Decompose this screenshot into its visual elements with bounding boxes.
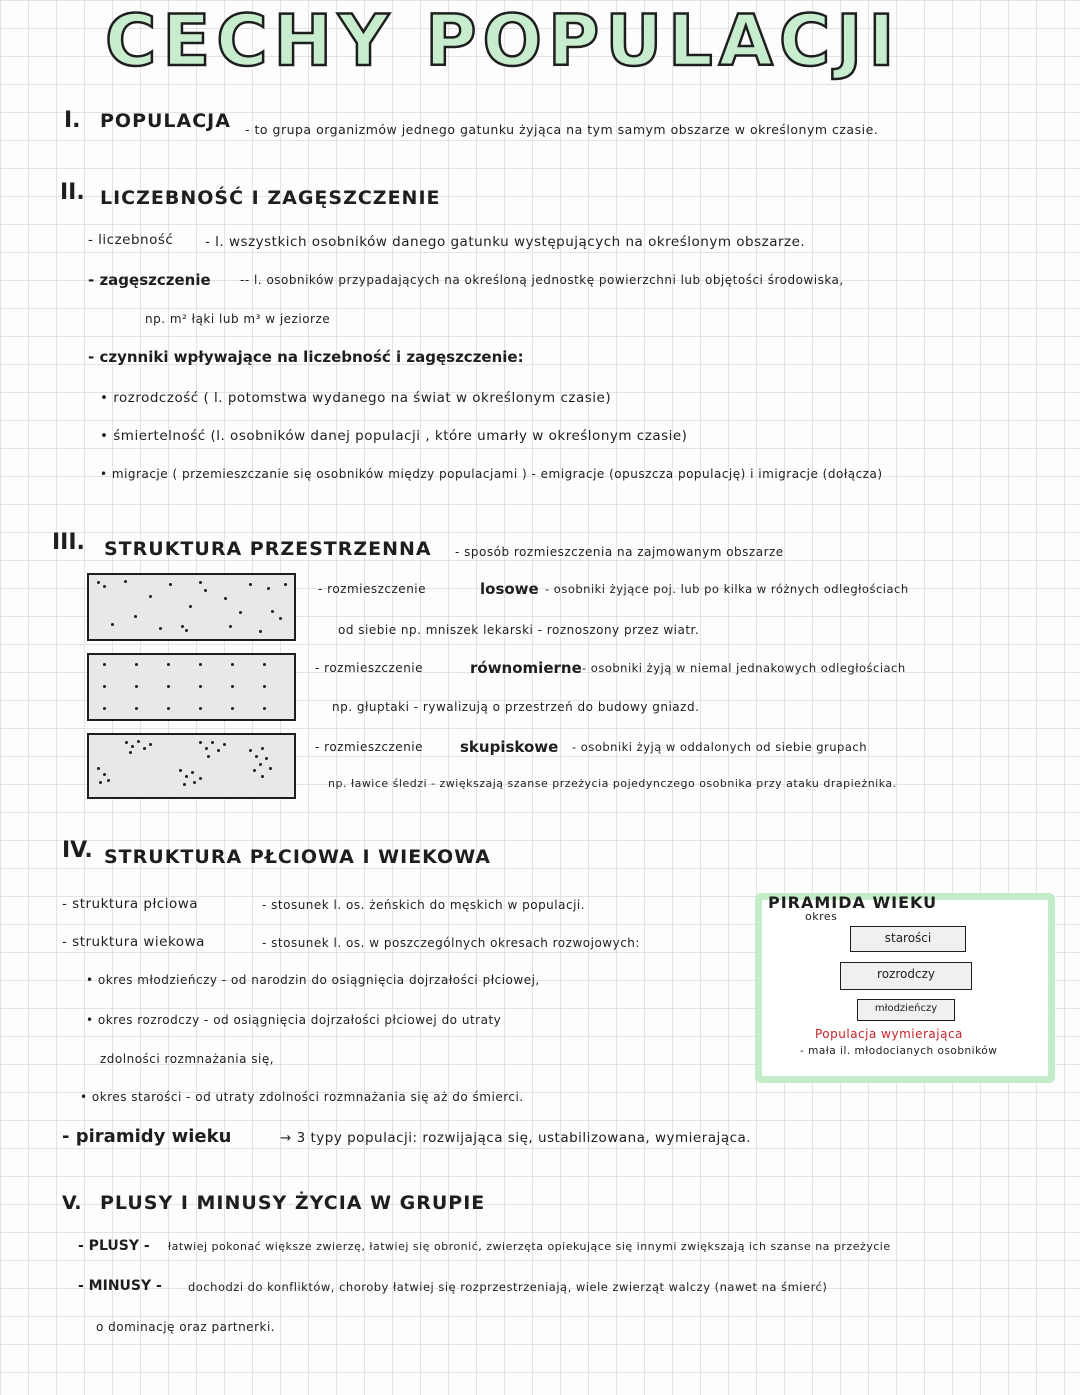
section-1-number: I.: [64, 108, 81, 133]
zageszczenie-definition: -- l. osobników przypadających na określoną jednostkę powierzchni lub objętości środowiska,: [240, 273, 844, 287]
struktura-plciowa-definition: - stosunek l. os. żeńskich do męskich w populacji.: [262, 898, 586, 912]
losowe-label: - rozmieszczenie: [318, 582, 427, 596]
skupiskowe-term: skupiskowe: [460, 738, 559, 756]
age-pyramid-axis-label: okres: [805, 910, 838, 923]
pyramid-caption: Populacja wymierająca: [815, 1027, 963, 1041]
minusy-text: dochodzi do konfliktów, choroby łatwiej się rozprzestrzeniają, wiele zwierząt walczy (nawet na śmierć): [188, 1280, 828, 1294]
pyramid-level-mlodzienczy: młodzieńczy: [857, 999, 955, 1021]
factors-heading: - czynniki wpływające na liczebność i zagęszczenie:: [88, 348, 524, 366]
okres-mlodzienczy: • okres młodzieńczy - od narodzin do osiągnięcia dojrzałości płciowej,: [86, 973, 540, 987]
rownomierne-term: równomierne: [470, 659, 582, 677]
pyramid-level-rozrodczy: rozrodczy: [840, 962, 972, 990]
skupiskowe-label: - rozmieszczenie: [315, 740, 424, 754]
section-1-definition: - to grupa organizmów jednego gatunku żyjąca na tym samym obszarze w określonym czasie.: [245, 122, 879, 137]
losowe-term: losowe: [480, 580, 539, 598]
factor-smiertelnosc: • śmiertelność (l. osobników danej populacji , które umarły w określonym czasie): [100, 428, 688, 444]
liczebnosc-term: - liczebność: [88, 232, 174, 248]
pyramid-note: - mała il. młodocianych osobników: [800, 1045, 998, 1057]
factor-migracje: • migracje ( przemieszczanie się osobników między populacjami ) - emigracje (opuszcza populację) i imigracje (dołącza): [100, 467, 883, 481]
rownomierne-example: np. głuptaki - rywalizują o przestrzeń do budowy gniazd.: [332, 700, 700, 714]
pyramid-level-starosci: starości: [850, 926, 966, 952]
piramidy-wieku-term: - piramidy wieku: [62, 1126, 232, 1147]
okres-starosci: • okres starości - od utraty zdolności rozmnażania się aż do śmierci.: [80, 1090, 524, 1104]
page-title: CECHY POPULACJI: [105, 0, 901, 82]
minusy-text-cont: o dominację oraz partnerki.: [96, 1320, 276, 1334]
losowe-definition: - osobniki żyjące poj. lub po kilka w różnych odległościach: [545, 582, 909, 596]
random-distribution-diagram: [87, 573, 296, 641]
uniform-distribution-diagram: [87, 653, 296, 721]
section-1-heading: POPULACJA: [100, 110, 231, 132]
section-2-number: II.: [60, 180, 85, 205]
minusy-term: - MINUSY -: [78, 1278, 162, 1294]
plusy-text: łatwiej pokonać większe zwierzę, łatwiej się obronić, zwierzęta opiekujące się innymi zwiększają ich szanse na przeżycie: [168, 1240, 891, 1253]
okres-rozrodczy-cont: zdolności rozmnażania się,: [100, 1052, 275, 1066]
liczebnosc-definition: - l. wszystkich osobników danego gatunku występujących na określonym obszarze.: [205, 234, 806, 250]
section-3-definition: - sposób rozmieszczenia na zajmowanym obszarze: [455, 545, 784, 559]
rownomierne-definition: - osobniki żyją w niemal jednakowych odległościach: [582, 661, 906, 675]
struktura-plciowa-term: - struktura płciowa: [62, 896, 199, 912]
age-pyramid-title: PIRAMIDA WIEKU: [768, 893, 938, 912]
section-2-heading: LICZEBNOŚĆ I ZAGĘSZCZENIE: [100, 187, 441, 209]
losowe-example: od siebie np. mniszek lekarski - roznoszony przez wiatr.: [338, 623, 700, 637]
zageszczenie-example: np. m² łąki lub m³ w jeziorze: [145, 312, 331, 326]
skupiskowe-definition: - osobniki żyją w oddalonych od siebie grupach: [572, 740, 867, 754]
rownomierne-label: - rozmieszczenie: [315, 661, 424, 675]
clumped-distribution-diagram: [87, 733, 296, 799]
okres-rozrodczy: • okres rozrodczy - od osiągnięcia dojrzałości płciowej do utraty: [86, 1013, 502, 1027]
section-5-number: V.: [62, 1192, 82, 1214]
skupiskowe-example: np. ławice śledzi - zwiększają szanse przeżycia pojedynczego osobnika przy ataku drapieżnika.: [328, 777, 897, 790]
section-5-heading: PLUSY I MINUSY ŻYCIA W GRUPIE: [100, 1192, 486, 1214]
zageszczenie-term: - zagęszczenie: [88, 271, 211, 289]
piramidy-wieku-definition: → 3 typy populacji: rozwijająca się, ustabilizowana, wymierająca.: [280, 1130, 752, 1146]
struktura-wiekowa-definition: - stosunek l. os. w poszczególnych okresach rozwojowych:: [262, 936, 640, 950]
plusy-term: - PLUSY -: [78, 1238, 150, 1254]
section-4-heading: STRUKTURA PŁCIOWA I WIEKOWA: [104, 846, 491, 868]
section-4-number: IV.: [62, 838, 93, 863]
factor-rozrodczosc: • rozrodczość ( l. potomstwa wydanego na świat w określonym czasie): [100, 390, 612, 406]
section-3-heading: STRUKTURA PRZESTRZENNA: [104, 538, 432, 560]
struktura-wiekowa-term: - struktura wiekowa: [62, 934, 205, 950]
section-3-number: III.: [52, 530, 85, 555]
